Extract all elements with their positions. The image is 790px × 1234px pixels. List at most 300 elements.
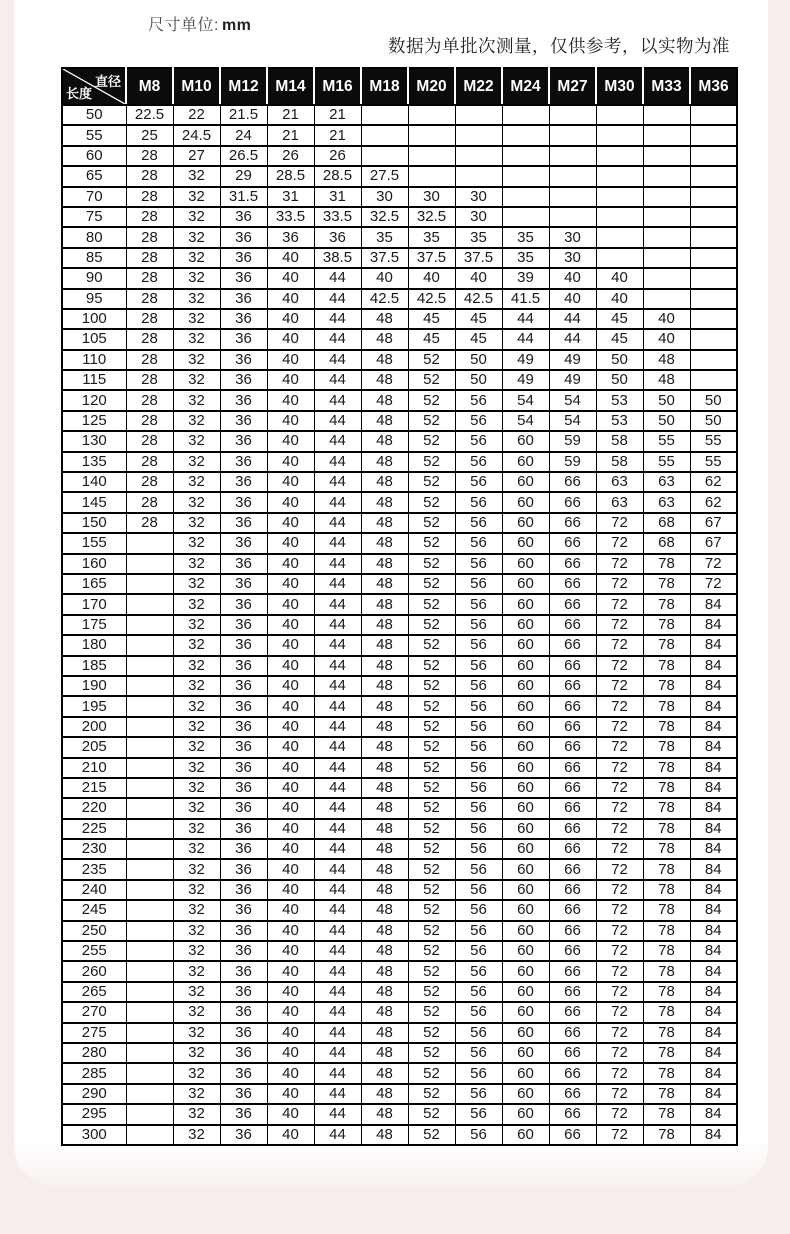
value-cell-M14: 40 [267, 880, 314, 900]
value-cell-M22: 56 [455, 819, 502, 839]
value-cell-M30: 72 [596, 778, 643, 798]
value-cell-M20: 52 [408, 859, 455, 879]
value-cell-M30: 72 [596, 1043, 643, 1063]
value-cell-M14: 40 [267, 961, 314, 981]
value-cell-M36: 72 [690, 574, 737, 594]
value-cell-M36: 84 [690, 1043, 737, 1063]
value-cell-M30: 58 [596, 431, 643, 451]
value-cell-M8: 28 [126, 309, 173, 329]
value-cell-M27: 40 [549, 289, 596, 309]
value-cell-M16: 44 [314, 431, 361, 451]
value-cell-M10: 32 [173, 635, 220, 655]
value-cell-M14: 36 [267, 227, 314, 247]
value-cell-M14: 40 [267, 1043, 314, 1063]
table-row [62, 411, 737, 431]
length-cell: 165 [62, 574, 126, 594]
value-cell-M22: 56 [455, 1125, 502, 1145]
value-cell-M30: 72 [596, 880, 643, 900]
value-cell-M8: 28 [126, 370, 173, 390]
table-row [62, 1125, 737, 1145]
value-cell-M14: 40 [267, 411, 314, 431]
value-cell-M10: 32 [173, 900, 220, 920]
value-cell-M8: 28 [126, 227, 173, 247]
value-cell-M12: 36 [220, 370, 267, 390]
value-cell-M30: 72 [596, 982, 643, 1002]
value-cell-M27 [549, 166, 596, 186]
value-cell-M22: 40 [455, 268, 502, 288]
value-cell-M24: 60 [502, 615, 549, 635]
value-cell-M8: 28 [126, 268, 173, 288]
value-cell-M24: 60 [502, 676, 549, 696]
table-row [62, 941, 737, 961]
value-cell-M16: 21 [314, 105, 361, 125]
unit-value: mm [221, 17, 252, 34]
value-cell-M8 [126, 880, 173, 900]
table-row [62, 574, 737, 594]
value-cell-M22: 50 [455, 370, 502, 390]
value-cell-M33: 78 [643, 819, 690, 839]
value-cell-M8 [126, 676, 173, 696]
length-cell: 50 [62, 105, 126, 125]
table-row [62, 289, 737, 309]
length-cell: 175 [62, 615, 126, 635]
table-row [62, 207, 737, 227]
value-cell-M14: 40 [267, 676, 314, 696]
table-row [62, 594, 737, 614]
corner-label-length: 长度 [66, 86, 93, 101]
value-cell-M10: 32 [173, 207, 220, 227]
value-cell-M10: 32 [173, 350, 220, 370]
value-cell-M16: 44 [314, 778, 361, 798]
length-cell: 255 [62, 941, 126, 961]
length-cell: 70 [62, 187, 126, 207]
value-cell-M30 [596, 248, 643, 268]
value-cell-M16: 44 [314, 921, 361, 941]
value-cell-M10: 24.5 [173, 125, 220, 145]
value-cell-M16: 44 [314, 819, 361, 839]
value-cell-M20: 52 [408, 798, 455, 818]
value-cell-M27: 49 [549, 370, 596, 390]
value-cell-M36: 72 [690, 554, 737, 574]
value-cell-M30: 72 [596, 819, 643, 839]
value-cell-M8: 28 [126, 390, 173, 410]
value-cell-M33 [643, 146, 690, 166]
value-cell-M36: 84 [690, 1063, 737, 1083]
value-cell-M14: 40 [267, 1002, 314, 1022]
value-cell-M18: 48 [361, 472, 408, 492]
value-cell-M12: 36 [220, 819, 267, 839]
value-cell-M24: 60 [502, 1002, 549, 1022]
value-cell-M22: 56 [455, 431, 502, 451]
value-cell-M24: 49 [502, 350, 549, 370]
value-cell-M24: 60 [502, 452, 549, 472]
value-cell-M12: 36 [220, 900, 267, 920]
value-cell-M33: 78 [643, 574, 690, 594]
value-cell-M8: 28 [126, 146, 173, 166]
value-cell-M10: 32 [173, 289, 220, 309]
value-cell-M14: 40 [267, 472, 314, 492]
length-cell: 135 [62, 452, 126, 472]
value-cell-M22: 56 [455, 554, 502, 574]
table-row [62, 819, 737, 839]
value-cell-M33: 55 [643, 431, 690, 451]
value-cell-M14: 40 [267, 819, 314, 839]
value-cell-M36: 84 [690, 594, 737, 614]
value-cell-M10: 32 [173, 1125, 220, 1145]
value-cell-M18 [361, 146, 408, 166]
value-cell-M27: 66 [549, 941, 596, 961]
value-cell-M10: 32 [173, 411, 220, 431]
length-cell: 220 [62, 798, 126, 818]
value-cell-M18: 32.5 [361, 207, 408, 227]
value-cell-M22: 56 [455, 921, 502, 941]
value-cell-M27: 49 [549, 350, 596, 370]
table-row [62, 635, 737, 655]
value-cell-M8 [126, 859, 173, 879]
value-cell-M22: 56 [455, 859, 502, 879]
value-cell-M22: 56 [455, 900, 502, 920]
value-cell-M14: 40 [267, 533, 314, 553]
value-cell-M8 [126, 839, 173, 859]
value-cell-M8 [126, 941, 173, 961]
value-cell-M12: 36 [220, 798, 267, 818]
disclaimer-note: 数据为单批次测量，仅供参考，以实物为准 [388, 36, 730, 56]
value-cell-M18: 48 [361, 798, 408, 818]
value-cell-M20: 52 [408, 880, 455, 900]
value-cell-M36: 50 [690, 411, 737, 431]
value-cell-M20: 52 [408, 982, 455, 1002]
value-cell-M33: 78 [643, 554, 690, 574]
table-row [62, 798, 737, 818]
value-cell-M16: 44 [314, 900, 361, 920]
value-cell-M33: 40 [643, 329, 690, 349]
value-cell-M8 [126, 982, 173, 1002]
value-cell-M10: 32 [173, 1002, 220, 1022]
column-header-M18: M18 [361, 68, 408, 105]
value-cell-M18: 48 [361, 635, 408, 655]
value-cell-M33: 48 [643, 370, 690, 390]
value-cell-M20: 52 [408, 533, 455, 553]
value-cell-M22 [455, 146, 502, 166]
value-cell-M8 [126, 594, 173, 614]
value-cell-M18: 48 [361, 615, 408, 635]
value-cell-M16: 44 [314, 1125, 361, 1145]
column-header-M36: M36 [690, 68, 737, 105]
value-cell-M12: 31.5 [220, 187, 267, 207]
value-cell-M27: 66 [549, 717, 596, 737]
value-cell-M24: 60 [502, 798, 549, 818]
value-cell-M14: 40 [267, 309, 314, 329]
value-cell-M33 [643, 166, 690, 186]
value-cell-M16: 44 [314, 798, 361, 818]
value-cell-M8 [126, 574, 173, 594]
value-cell-M36 [690, 105, 737, 125]
value-cell-M12: 36 [220, 554, 267, 574]
value-cell-M8: 28 [126, 248, 173, 268]
value-cell-M27 [549, 207, 596, 227]
value-cell-M24: 60 [502, 472, 549, 492]
value-cell-M14: 40 [267, 859, 314, 879]
value-cell-M10: 32 [173, 737, 220, 757]
table-row [62, 676, 737, 696]
value-cell-M16: 44 [314, 309, 361, 329]
value-cell-M27: 66 [549, 513, 596, 533]
value-cell-M33: 55 [643, 452, 690, 472]
value-cell-M27: 66 [549, 615, 596, 635]
value-cell-M16: 44 [314, 1063, 361, 1083]
value-cell-M24 [502, 125, 549, 145]
value-cell-M30: 72 [596, 635, 643, 655]
value-cell-M24: 54 [502, 411, 549, 431]
value-cell-M30: 40 [596, 289, 643, 309]
value-cell-M20: 52 [408, 676, 455, 696]
value-cell-M10: 32 [173, 615, 220, 635]
value-cell-M12: 36 [220, 1002, 267, 1022]
value-cell-M16: 44 [314, 961, 361, 981]
value-cell-M27 [549, 105, 596, 125]
value-cell-M12: 36 [220, 390, 267, 410]
value-cell-M24: 60 [502, 574, 549, 594]
table-row [62, 900, 737, 920]
value-cell-M27: 66 [549, 676, 596, 696]
value-cell-M18: 48 [361, 350, 408, 370]
value-cell-M18: 48 [361, 309, 408, 329]
value-cell-M24: 60 [502, 431, 549, 451]
value-cell-M30: 72 [596, 656, 643, 676]
value-cell-M12: 36 [220, 492, 267, 512]
value-cell-M24: 60 [502, 880, 549, 900]
value-cell-M10: 32 [173, 758, 220, 778]
value-cell-M16: 44 [314, 329, 361, 349]
value-cell-M36: 84 [690, 1084, 737, 1104]
length-cell: 240 [62, 880, 126, 900]
value-cell-M16: 44 [314, 1043, 361, 1063]
value-cell-M36: 55 [690, 452, 737, 472]
value-cell-M16: 31 [314, 187, 361, 207]
value-cell-M10: 32 [173, 594, 220, 614]
value-cell-M12: 36 [220, 1063, 267, 1083]
value-cell-M18: 48 [361, 554, 408, 574]
value-cell-M24: 35 [502, 227, 549, 247]
value-cell-M22: 56 [455, 390, 502, 410]
value-cell-M18 [361, 105, 408, 125]
value-cell-M14: 40 [267, 1023, 314, 1043]
value-cell-M18: 48 [361, 656, 408, 676]
value-cell-M30: 72 [596, 1125, 643, 1145]
value-cell-M33: 68 [643, 533, 690, 553]
value-cell-M12: 36 [220, 350, 267, 370]
length-cell: 195 [62, 696, 126, 716]
value-cell-M10: 32 [173, 676, 220, 696]
value-cell-M18: 48 [361, 1043, 408, 1063]
value-cell-M27: 66 [549, 533, 596, 553]
value-cell-M22: 56 [455, 1043, 502, 1063]
value-cell-M33: 68 [643, 513, 690, 533]
value-cell-M12: 36 [220, 227, 267, 247]
value-cell-M10: 27 [173, 146, 220, 166]
value-cell-M36: 50 [690, 390, 737, 410]
value-cell-M16: 44 [314, 574, 361, 594]
value-cell-M30: 72 [596, 594, 643, 614]
value-cell-M20: 52 [408, 431, 455, 451]
value-cell-M22: 56 [455, 941, 502, 961]
value-cell-M24: 60 [502, 513, 549, 533]
column-header-M22: M22 [455, 68, 502, 105]
value-cell-M24 [502, 207, 549, 227]
value-cell-M10: 32 [173, 656, 220, 676]
value-cell-M14: 21 [267, 105, 314, 125]
value-cell-M33 [643, 268, 690, 288]
length-cell: 185 [62, 656, 126, 676]
length-cell: 75 [62, 207, 126, 227]
value-cell-M36: 84 [690, 778, 737, 798]
value-cell-M8: 28 [126, 492, 173, 512]
value-cell-M33: 78 [643, 696, 690, 716]
table-row [62, 513, 737, 533]
length-cell: 260 [62, 961, 126, 981]
value-cell-M20: 45 [408, 309, 455, 329]
column-header-M30: M30 [596, 68, 643, 105]
value-cell-M24: 60 [502, 961, 549, 981]
value-cell-M24: 41.5 [502, 289, 549, 309]
value-cell-M20 [408, 146, 455, 166]
length-cell: 210 [62, 758, 126, 778]
value-cell-M22: 56 [455, 1023, 502, 1043]
value-cell-M18: 48 [361, 737, 408, 757]
value-cell-M27: 44 [549, 309, 596, 329]
value-cell-M14: 40 [267, 635, 314, 655]
value-cell-M27: 66 [549, 472, 596, 492]
value-cell-M16: 44 [314, 696, 361, 716]
length-cell: 225 [62, 819, 126, 839]
value-cell-M36: 84 [690, 961, 737, 981]
value-cell-M12: 36 [220, 574, 267, 594]
value-cell-M24: 60 [502, 982, 549, 1002]
length-cell: 180 [62, 635, 126, 655]
value-cell-M14: 40 [267, 615, 314, 635]
value-cell-M36: 84 [690, 982, 737, 1002]
value-cell-M20: 45 [408, 329, 455, 349]
value-cell-M27: 66 [549, 778, 596, 798]
value-cell-M24: 35 [502, 248, 549, 268]
value-cell-M27: 66 [549, 1043, 596, 1063]
value-cell-M20: 52 [408, 900, 455, 920]
value-cell-M12: 36 [220, 248, 267, 268]
value-cell-M30: 72 [596, 1084, 643, 1104]
value-cell-M33 [643, 227, 690, 247]
value-cell-M36 [690, 289, 737, 309]
table-row [62, 248, 737, 268]
value-cell-M10: 32 [173, 1104, 220, 1124]
length-cell: 245 [62, 900, 126, 920]
value-cell-M16: 44 [314, 737, 361, 757]
value-cell-M27: 66 [549, 1125, 596, 1145]
value-cell-M36: 84 [690, 696, 737, 716]
table-row [62, 390, 737, 410]
value-cell-M8 [126, 554, 173, 574]
value-cell-M22: 56 [455, 492, 502, 512]
length-cell: 275 [62, 1023, 126, 1043]
value-cell-M8: 28 [126, 350, 173, 370]
value-cell-M30: 72 [596, 513, 643, 533]
table-row [62, 452, 737, 472]
value-cell-M24: 44 [502, 329, 549, 349]
length-cell: 100 [62, 309, 126, 329]
table-row [62, 656, 737, 676]
value-cell-M30 [596, 227, 643, 247]
value-cell-M20 [408, 166, 455, 186]
value-cell-M20: 52 [408, 1043, 455, 1063]
value-cell-M10: 32 [173, 717, 220, 737]
value-cell-M14: 40 [267, 778, 314, 798]
value-cell-M8 [126, 1043, 173, 1063]
value-cell-M22: 50 [455, 350, 502, 370]
table-row [62, 146, 737, 166]
value-cell-M10: 32 [173, 227, 220, 247]
value-cell-M10: 32 [173, 329, 220, 349]
value-cell-M14: 40 [267, 289, 314, 309]
value-cell-M36 [690, 329, 737, 349]
value-cell-M14: 31 [267, 187, 314, 207]
value-cell-M8 [126, 1063, 173, 1083]
value-cell-M14: 40 [267, 717, 314, 737]
value-cell-M33: 78 [643, 615, 690, 635]
value-cell-M8 [126, 615, 173, 635]
value-cell-M10: 32 [173, 982, 220, 1002]
value-cell-M12: 36 [220, 289, 267, 309]
table-row [62, 1084, 737, 1104]
value-cell-M33: 78 [643, 676, 690, 696]
value-cell-M18: 48 [361, 900, 408, 920]
value-cell-M18: 35 [361, 227, 408, 247]
value-cell-M27: 66 [549, 859, 596, 879]
value-cell-M24: 60 [502, 492, 549, 512]
value-cell-M16: 44 [314, 554, 361, 574]
value-cell-M30: 72 [596, 554, 643, 574]
value-cell-M12: 36 [220, 961, 267, 981]
value-cell-M20: 52 [408, 941, 455, 961]
value-cell-M10: 32 [173, 268, 220, 288]
value-cell-M12: 36 [220, 329, 267, 349]
length-cell: 285 [62, 1063, 126, 1083]
value-cell-M12: 36 [220, 615, 267, 635]
value-cell-M16: 44 [314, 268, 361, 288]
value-cell-M12: 36 [220, 1084, 267, 1104]
table-row [62, 227, 737, 247]
value-cell-M18: 30 [361, 187, 408, 207]
value-cell-M12: 36 [220, 594, 267, 614]
value-cell-M18: 48 [361, 574, 408, 594]
length-cell: 300 [62, 1125, 126, 1145]
value-cell-M16: 44 [314, 1084, 361, 1104]
value-cell-M27: 66 [549, 1023, 596, 1043]
value-cell-M27: 66 [549, 1104, 596, 1124]
value-cell-M10: 32 [173, 370, 220, 390]
value-cell-M14: 40 [267, 798, 314, 818]
value-cell-M12: 36 [220, 982, 267, 1002]
value-cell-M33: 78 [643, 594, 690, 614]
value-cell-M36: 84 [690, 1002, 737, 1022]
value-cell-M14: 40 [267, 594, 314, 614]
value-cell-M22: 56 [455, 717, 502, 737]
value-cell-M22: 30 [455, 207, 502, 227]
value-cell-M24: 60 [502, 941, 549, 961]
value-cell-M8 [126, 900, 173, 920]
value-cell-M30: 72 [596, 676, 643, 696]
value-cell-M36 [690, 227, 737, 247]
value-cell-M12: 36 [220, 1125, 267, 1145]
value-cell-M20: 52 [408, 1104, 455, 1124]
